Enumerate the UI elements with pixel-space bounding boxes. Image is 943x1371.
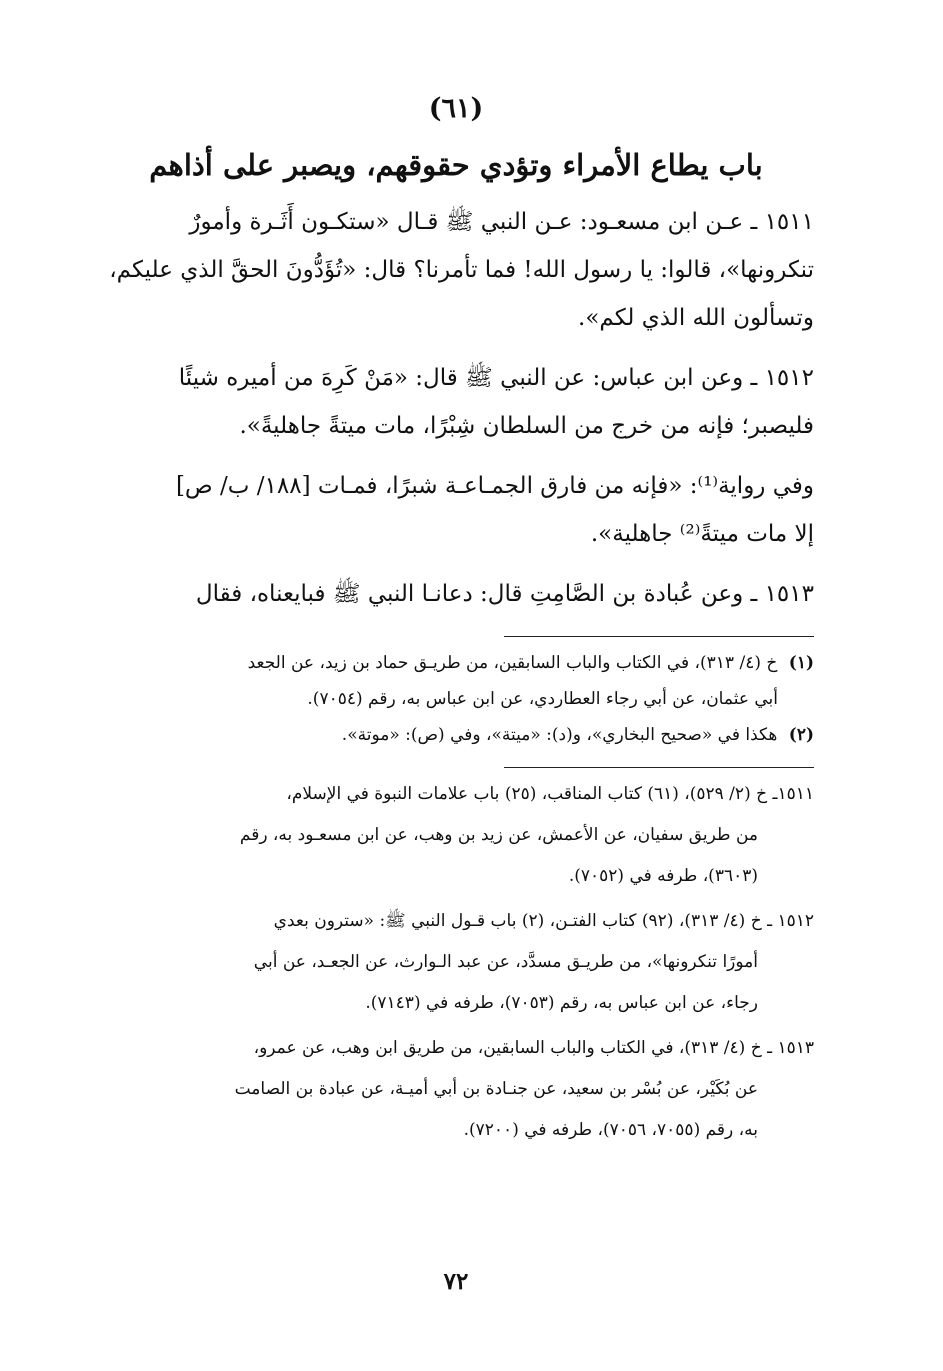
references-divider xyxy=(504,767,814,768)
hadith-line: فليصبر؛ فإنه من خرج من السلطان شِبْرًا، مات ميتةً جاهليةً». xyxy=(239,413,814,439)
references xyxy=(98,774,814,1151)
reference-line: ١٥١٣ ـ خ (٤/ ٣١٣)، في الكتاب والباب السابقين، من طريق ابن وهب، عن عمرو، xyxy=(253,1038,814,1058)
footnote-marker: (٢) xyxy=(788,725,814,745)
book-page xyxy=(98,88,814,1308)
hadith-1513 xyxy=(98,570,814,618)
reference-line: ١٥١٢ ـ خ (٤/ ٣١٣)، (٩٢) كتاب الفتـن، (٢) باب قـول النبي ﷺ: «سترون بعدي xyxy=(273,911,814,931)
hadith-1512 xyxy=(98,354,814,450)
reference-line: من طريق سفيان، عن الأعمش، عن زيد بن وهب، عن ابن مسعـود به، رقم xyxy=(239,825,758,845)
hadith-line: ١٥١١ ـ عـن ابن مسعـود: عـن النبي ﷺ قـال «ستكـون أَثَـرة وأمورٌ xyxy=(189,209,814,235)
footnote-divider xyxy=(504,636,814,637)
footnotes xyxy=(98,645,814,753)
reference-line: أمورًا تنكرونها»، من طريـق مسدَّد، عن عبد الـوارث، عن الجعـد، عن أبي xyxy=(253,952,758,972)
reference-line: ١٥١١ـ خ (٢/ ٥٢٩)، (٦١) كتاب المناقب، (٢٥) باب علامات النبوة في الإسلام، xyxy=(286,784,814,804)
chapter-title: باب يطاع الأمراء وتؤدي حقوقهم، ويصبر على أذاهم xyxy=(149,148,763,182)
hadith-line: وتسألون الله الذي لكم». xyxy=(578,305,814,331)
hadith-1512-variant xyxy=(98,462,814,558)
reference-line: رجاء، عن ابن عباس به، رقم (٧٠٥٣)، طرفه في (٧١٤٣). xyxy=(365,993,758,1013)
reference-line: عن بُكَيْر، عن بُسْر بن سعيد، عن جنـادة بن أبي أميـة، عن عبادة بن الصامت xyxy=(234,1079,758,1099)
chapter-number: (٦١) xyxy=(428,93,484,124)
reference-1511 xyxy=(98,774,814,897)
footnote-1 xyxy=(98,645,814,717)
reference-line: (٣٦٠٣)، طرفه في (٧٠٥٢). xyxy=(568,866,758,886)
hadith-line: وفي رواية⁽¹⁾: «فإنه من فارق الجمـاعـة شبرًا، فمـات [١٨٨/ ب/ ص] xyxy=(175,473,814,499)
hadith-line: إلا مات ميتةً⁽²⁾ جاهلية». xyxy=(590,521,814,547)
hadith-line: ١٥١٢ ـ وعن ابن عباس: عن النبي ﷺ قال: «مَنْ كَرِهَ من أميره شيئًا xyxy=(178,365,814,391)
hadith-1511 xyxy=(98,198,814,342)
footnote-line: هكذا في «صحيح البخاري»، و(د): «ميتة»، وفي (ص): «موتة». xyxy=(341,725,778,745)
hadith-line: تنكرونها»، قالوا: يا رسول الله! فما تأمرنا؟ قال: «تُؤَدُّونَ الحقَّ الذي عليكم، xyxy=(109,257,814,283)
footnote-line: خ (٤/ ٣١٣)، في الكتاب والباب السابقين، من طريـق حماد بن زيد، عن الجعد xyxy=(247,653,778,673)
footnote-2 xyxy=(98,717,814,753)
reference-1512 xyxy=(98,901,814,1024)
footnote-marker: (١) xyxy=(788,653,814,673)
reference-line: به، رقم (٧٠٥٥، ٧٠٥٦)، طرفه في (٧٢٠٠). xyxy=(463,1120,758,1140)
footnote-line: أبي عثمان، عن أبي رجاء العطاردي، عن ابن عباس به، رقم (٧٠٥٤). xyxy=(307,689,778,709)
hadith-line: ١٥١٣ ـ وعن عُبادة بن الصَّامِتِ قال: دعانـا النبي ﷺ فبايعناه، فقال xyxy=(195,581,814,607)
reference-1513 xyxy=(98,1028,814,1151)
page-number: ٧٢ xyxy=(443,1268,469,1295)
